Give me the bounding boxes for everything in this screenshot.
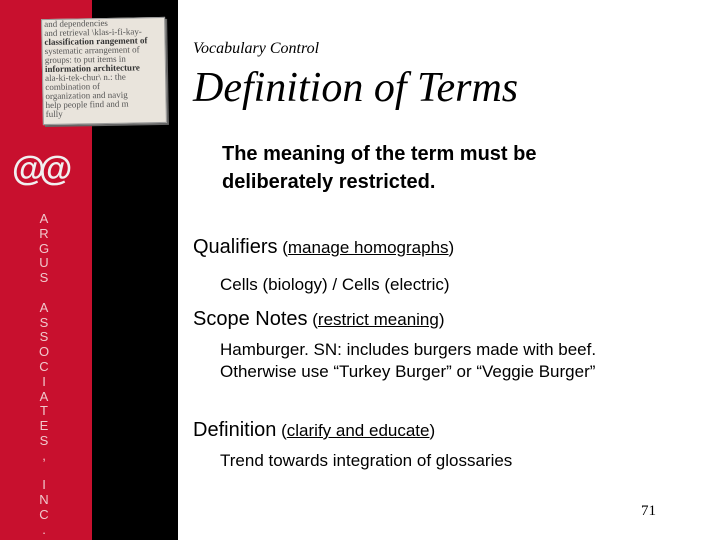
company-name-letter: T — [40, 403, 48, 419]
definition-heading — [193, 419, 435, 442]
company-name-letter: I — [42, 477, 46, 493]
definition-example: Trend towards integration of glossaries — [220, 451, 513, 470]
scope-notes-example: Hamburger. SN: includes burgers made with beef. Otherwise use “Turkey Burger” or “Veggie Burger” — [220, 340, 597, 381]
section-note: clarify and educate — [286, 421, 430, 440]
section-note: restrict meaning — [317, 310, 439, 329]
company-name-letter: R — [39, 225, 49, 241]
section-heading-text: Scope Notes — [193, 308, 308, 330]
company-name-vertical — [34, 212, 54, 538]
company-name-letter: S — [39, 432, 49, 448]
slide-subtitle: Vocabulary Control — [193, 40, 320, 57]
lead-statement: The meaning of the term must be deliberately restricted. — [222, 143, 537, 193]
section-paren-close: ) — [438, 310, 445, 329]
thumbnail-text-line: and retrieval \klas-i-fi-kay- — [44, 26, 142, 39]
qualifiers-heading — [193, 236, 454, 259]
thumbnail-text-line: classification rangement of — [44, 35, 148, 48]
company-name-letter: S — [39, 270, 49, 286]
section-paren-open: ( — [307, 310, 318, 329]
dictionary-thumbnail-image — [41, 17, 167, 125]
company-name-letter: A — [39, 211, 49, 226]
company-name-letter: S — [39, 329, 49, 345]
scope-notes-heading — [193, 308, 445, 331]
thumbnail-text-line: and dependencies — [44, 17, 108, 30]
thumbnail-text-line: fully — [45, 108, 63, 120]
slide-title: Definition of Terms — [193, 65, 519, 111]
company-name-letter: G — [38, 240, 50, 256]
company-name-letter: A — [39, 299, 49, 315]
thumbnail-text-line: information architecture — [44, 62, 140, 75]
company-name-letter — [34, 464, 54, 479]
section-paren-open: ( — [277, 238, 288, 257]
company-name-letter: A — [39, 388, 49, 404]
section-heading-text: Qualifiers — [193, 236, 278, 258]
qualifiers-example: Cells (biology) / Cells (electric) — [220, 275, 450, 294]
thumbnail-text-line: systematic arrangement of — [44, 44, 140, 57]
section-paren-close: ) — [448, 238, 455, 257]
thumbnail-text-line: organization and navig — [45, 89, 128, 102]
section-paren-close: ) — [429, 421, 436, 440]
section-note: manage homographs — [287, 238, 449, 257]
company-name-letter: E — [39, 418, 49, 434]
company-name-letter: S — [39, 314, 49, 330]
company-name-letter: C — [39, 506, 49, 522]
company-name-letter: . — [42, 521, 46, 537]
company-name-letter: , — [42, 447, 46, 463]
thumbnail-text-line: ala-ki-tek-chur\ n.: the — [45, 71, 126, 84]
thumbnail-text-line: groups: to put items in — [44, 53, 126, 66]
section-heading-text: Definition — [193, 419, 277, 441]
section-paren-open: ( — [276, 421, 287, 440]
company-name-letter: U — [39, 255, 49, 271]
argus-logo: @@ — [12, 150, 67, 188]
thumbnail-text-line: help people find and m — [45, 98, 129, 111]
company-name-letter: I — [42, 373, 46, 389]
page-number: 71 — [641, 503, 656, 519]
company-name-letter — [34, 286, 54, 301]
company-name-letter: N — [39, 492, 49, 508]
thumbnail-text-line: combination of — [45, 81, 101, 93]
company-name-letter: C — [39, 358, 49, 374]
company-name-letter: O — [38, 344, 50, 360]
